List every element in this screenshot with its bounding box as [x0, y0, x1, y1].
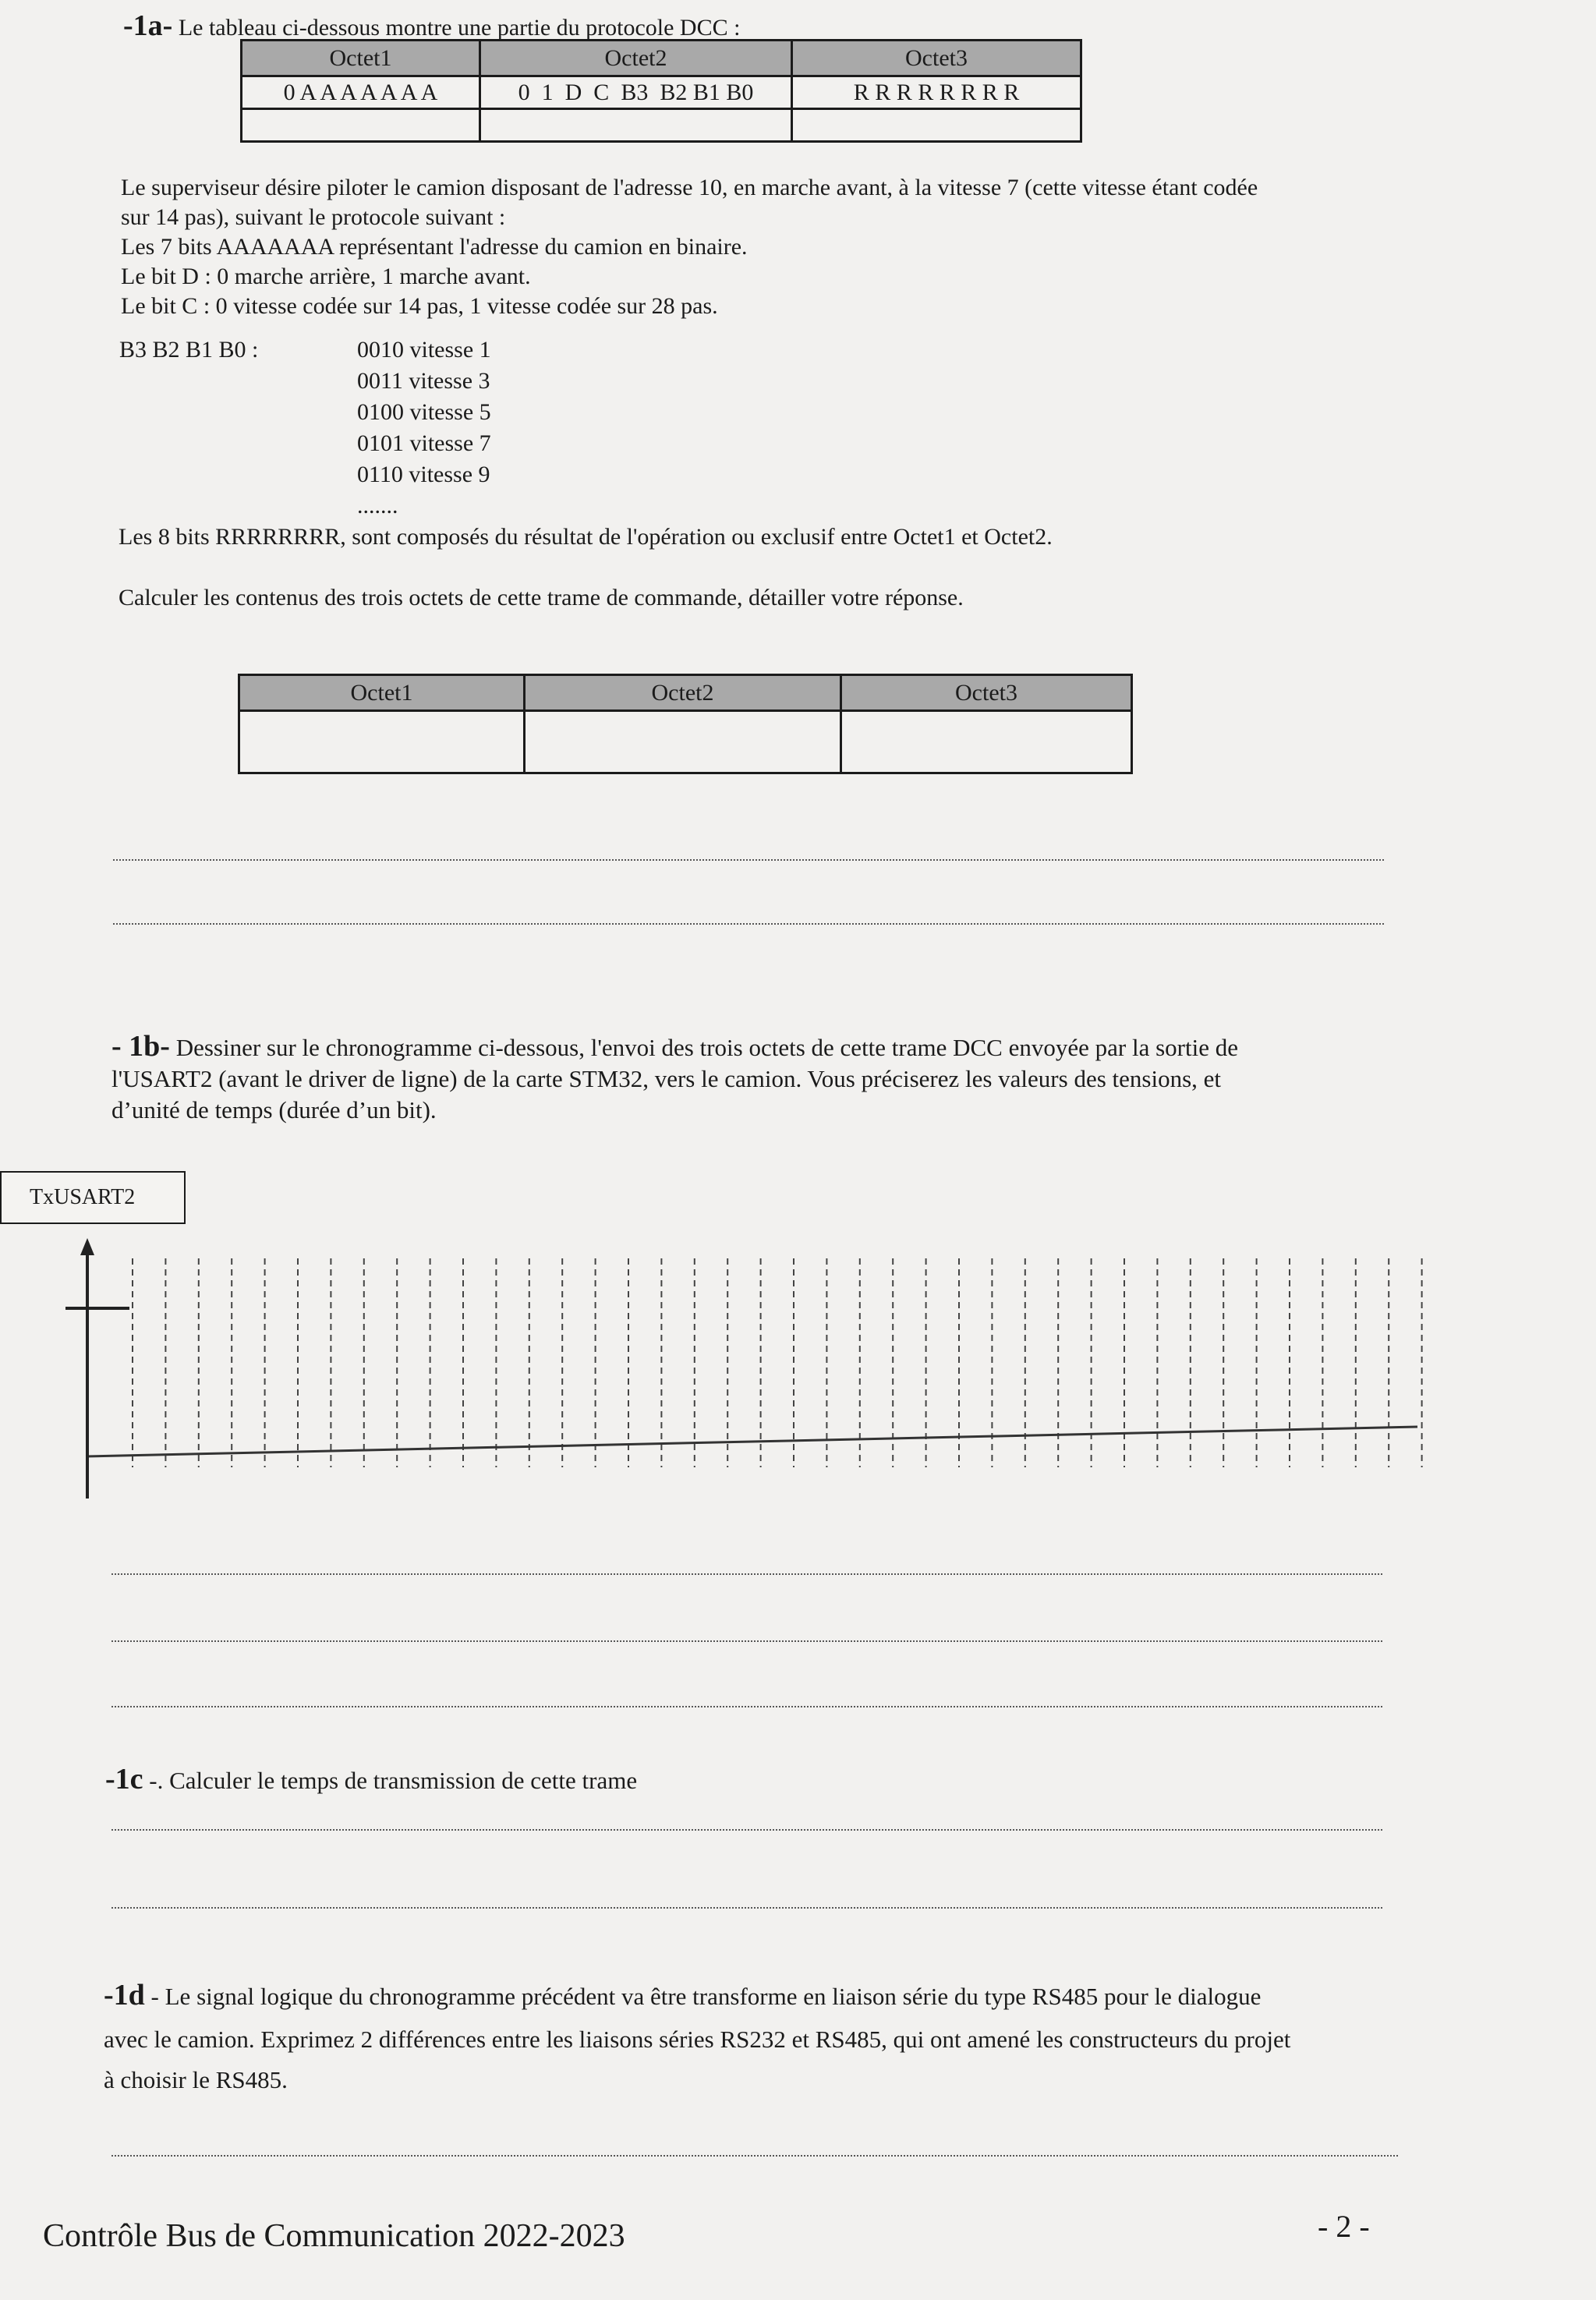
protocol-header-octet1: Octet1: [242, 41, 480, 76]
q1d-line: à choisir le RS485.: [104, 2066, 288, 2093]
protocol-cell-octet1: 0 A A A A A A A: [242, 76, 480, 109]
protocol-empty-cell: [242, 109, 480, 142]
protocol-table: [240, 39, 1082, 143]
answer-header-octet2: Octet2: [525, 675, 841, 711]
answer-table: [238, 674, 1133, 774]
answer-header-octet3: Octet3: [841, 675, 1132, 711]
answer-cell-octet1[interactable]: [239, 711, 525, 773]
protocol-header-octet2: Octet2: [480, 41, 792, 76]
q1c-block: [105, 1764, 637, 1796]
answer-line[interactable]: [111, 2155, 1398, 2157]
timing-diagram[interactable]: [0, 1224, 1435, 1505]
q1b-line: Dessiner sur le chronogramme ci-dessous, l'envoi des trois octets de cette trame DCC envoyée par la sortie de: [175, 1034, 1238, 1061]
q1d-line: avec le camion. Exprimez 2 différences entre les liaisons séries RS232 et RS485, qui ont amené les constructeurs du projet: [104, 2026, 1291, 2053]
q1b-line: l'USART2 (avant le driver de ligne) de la carte STM32, vers le camion. Vous préciserez les valeurs des tensions, et: [111, 1065, 1222, 1092]
footer-title: Contrôle Bus de Communication 2022-2023: [43, 2218, 625, 2254]
q1b-block: [111, 1031, 1238, 1126]
q1c-number: -1c: [105, 1763, 143, 1796]
protocol-header-octet3: Octet3: [792, 41, 1081, 76]
protocol-cell-octet3: R R R R R R R R: [792, 76, 1081, 109]
speed-item: 0100 vitesse 5: [357, 399, 491, 425]
q1a-text-line: Le bit C : 0 vitesse codée sur 14 pas, 1 vitesse codée sur 28 pas.: [121, 293, 718, 319]
protocol-empty-cell: [480, 109, 792, 142]
q1c-text: -. Calculer le temps de transmission de cette trame: [149, 1767, 638, 1794]
answer-header-octet1: Octet1: [239, 675, 525, 711]
q1a-text-line: sur 14 pas), suivant le protocole suivant :: [121, 204, 506, 230]
q1a-number: -1a-: [123, 9, 173, 42]
axis-arrow-icon: [80, 1238, 94, 1255]
q1a-text-line: Le superviseur désire piloter le camion disposant de l'adresse 10, en marche avant, à la vitesse 7 (cette vitesse étant codée: [121, 175, 1258, 200]
answer-line[interactable]: [111, 1829, 1382, 1831]
speed-item: 0110 vitesse 9: [357, 462, 490, 487]
xor-text: Les 8 bits RRRRRRRR, sont composés du résultat de l'opération ou exclusif entre Octet1 et Octet2.: [119, 524, 1053, 550]
speed-item: 0010 vitesse 1: [357, 337, 491, 363]
q1b-line: d’unité de temps (durée d’un bit).: [111, 1096, 437, 1123]
bits-label: B3 B2 B1 B0 :: [119, 337, 259, 363]
q1a-text-line: Le bit D : 0 marche arrière, 1 marche avant.: [121, 264, 531, 289]
page-number: - 2 -: [1318, 2209, 1370, 2244]
answer-line[interactable]: [111, 1907, 1382, 1909]
answer-line[interactable]: [111, 1640, 1382, 1642]
answer-line[interactable]: [111, 1706, 1382, 1707]
speed-item: 0101 vitesse 7: [357, 430, 491, 456]
timing-gridlines: [133, 1258, 1422, 1467]
protocol-cell-octet2: 0 1 D C B3 B2 B1 B0: [480, 76, 792, 109]
speed-item: .......: [357, 493, 398, 518]
answer-line[interactable]: [113, 923, 1384, 925]
q1a-text-block: [121, 173, 1258, 321]
answer-cell-octet2[interactable]: [525, 711, 841, 773]
answer-line[interactable]: [113, 859, 1384, 861]
answer-cell-octet3[interactable]: [841, 711, 1132, 773]
q1d-number: -1d: [104, 1979, 145, 2012]
q1d-block: [104, 1973, 1290, 2100]
q1a-intro-text: Le tableau ci-dessous montre une partie du protocole DCC :: [178, 15, 741, 41]
q1d-line: - Le signal logique du chronogramme précédent va être transforme en liaison série du type RS485 pour le dialogue: [150, 1983, 1262, 2010]
signal-label: TxUSART2: [0, 1171, 186, 1224]
speed-item: 0011 vitesse 3: [357, 368, 490, 394]
answer-line[interactable]: [111, 1573, 1382, 1575]
q1a-intro: [123, 11, 740, 43]
time-axis: [86, 1427, 1417, 1456]
q1b-number: - 1b-: [111, 1030, 170, 1063]
q1a-question: Calculer les contenus des trois octets de cette trame de commande, détailler votre réponse.: [119, 585, 964, 610]
speed-list: [357, 335, 491, 522]
protocol-empty-cell: [792, 109, 1081, 142]
q1a-text-line: Les 7 bits AAAAAAA représentant l'adresse du camion en binaire.: [121, 234, 748, 260]
